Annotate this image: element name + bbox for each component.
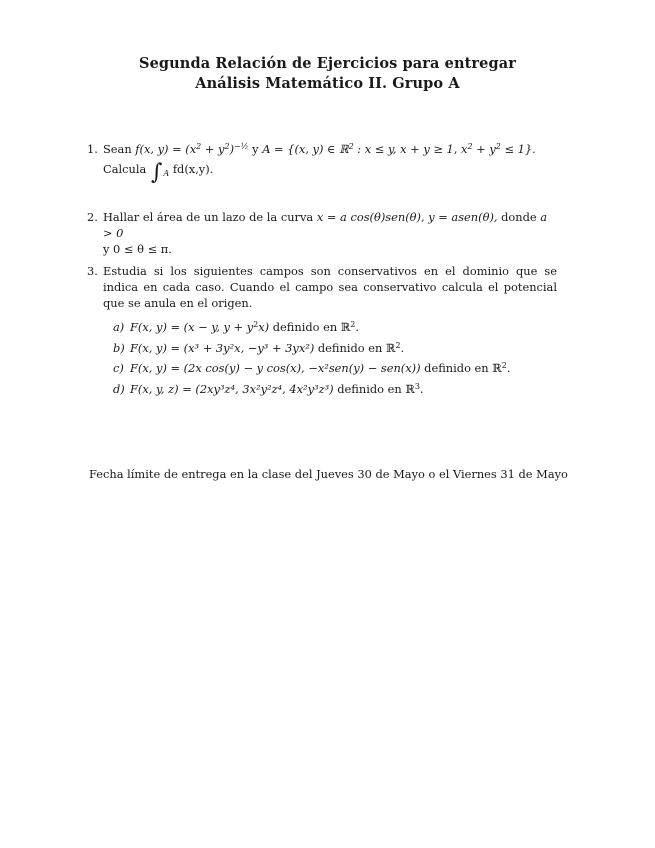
exercise-1-integrand: fd(x,y).	[172, 162, 214, 176]
exercise-number: 2.	[87, 210, 98, 224]
exercise-1	[87, 141, 557, 185]
integral-domain: A	[163, 169, 170, 178]
exercise-1-intro: Sean	[103, 142, 132, 156]
list-item: c) F(x, y) = (2x cos(y) − y cos(x), −x²sen(y) − sen(x)) definido en ℝ$^2$.	[113, 361, 511, 375]
exercise-2-donde: donde	[501, 210, 537, 224]
integral-symbol: ∫	[150, 160, 163, 185]
exercise-3-text: Estudia si los siguientes campos son conservativos en el dominio que se indica en cada caso. Cuando el campo sea conservativo calcula el potencial que se anula en el origen.	[103, 264, 557, 310]
exercise-2	[87, 209, 557, 257]
exercise-1-set: A = {(x, y) ∈ ℝ$^2$ : x ≤ y, x + y ≥ 1, $x^2 + y^2 \le 1$}.	[262, 142, 536, 156]
exercise-1-y: y	[252, 142, 259, 156]
exercise-2-range: y 0 ≤ θ ≤ π.	[103, 242, 172, 256]
list-item: a) F(x, y) = (x − y, $y + y^2x$) definido en ℝ$^2$.	[113, 320, 360, 334]
exercise-1-calc: Calcula	[103, 162, 147, 176]
exercise-2-curve: x = a cos(θ)sen(θ), y = asen(θ),	[316, 210, 498, 224]
exercise-3	[87, 263, 557, 399]
list-item: d) F(x, y, z) = (2xy³z⁴, 3x²y²z⁴, 4x²y³z³) definido en ℝ$^3$.	[113, 381, 424, 396]
exercise-2-condition: a > 0	[103, 210, 548, 240]
exercise-3-items	[113, 317, 557, 399]
list-item: b) F(x, y) = (x³ + 3y²x, −y³ + 3yx²) definido en ℝ$^2$.	[113, 340, 405, 355]
exercise-number: 1.	[87, 142, 98, 156]
deadline-note: Fecha límite de entrega en la clase del Jueves 30 de Mayo o el Viernes 31 de Mayo	[89, 467, 568, 481]
exercise-1-function: f(x, $y) = (x^2 + y^2)^{-\frac{1}{2}}$	[135, 142, 249, 156]
exercise-2-text: Hallar el área de un lazo de la curva	[103, 210, 314, 224]
document-title-line-1: Segunda Relación de Ejercicios para entregar	[139, 55, 516, 72]
document-title-line-2: Análisis Matemático II. Grupo A	[195, 75, 460, 92]
exercise-number: 3.	[87, 264, 98, 278]
